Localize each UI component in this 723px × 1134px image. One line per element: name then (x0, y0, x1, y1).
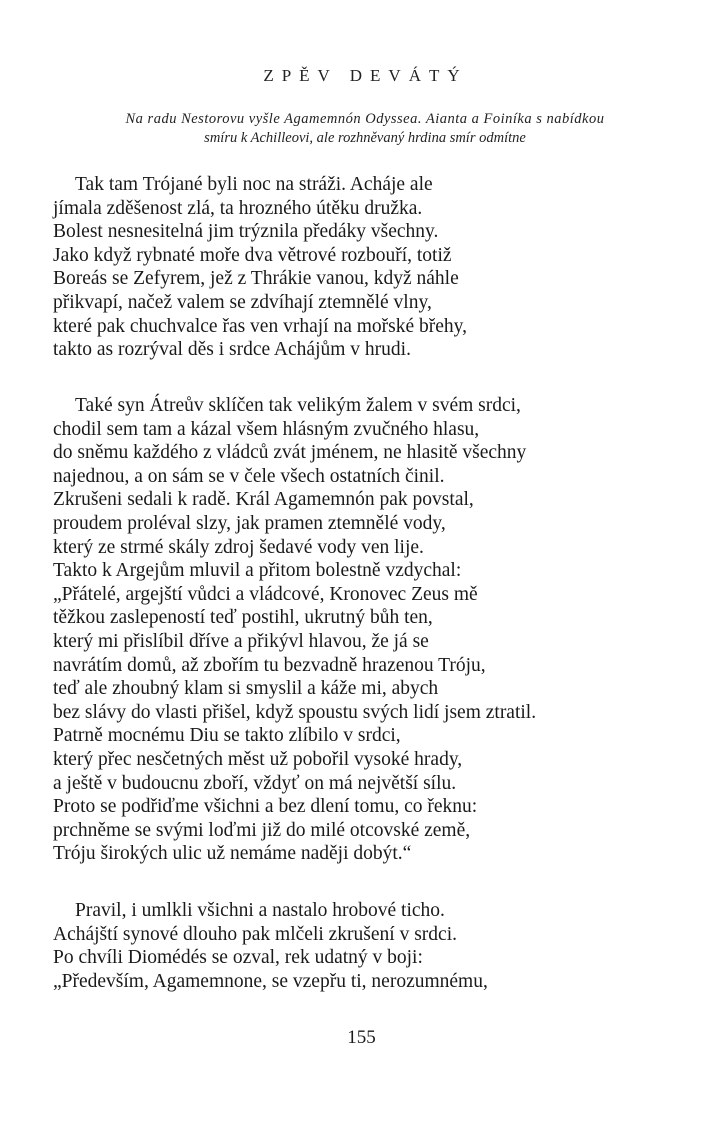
verse-line: který přec nesčetných měst už pobořil vysoké hrady, (53, 748, 463, 770)
argument-line: Na radu Nestorovu vyšle Agamemnón Odyssea. Aianta a Foiníka s nabídkou (125, 111, 605, 127)
verse-line: najednou, a on sám se v čele všech ostatních činil. (53, 465, 445, 487)
stanza-3 (53, 899, 713, 993)
verse-line: a ještě v budoucnu zboří, vždyť on má největší sílu. (53, 772, 457, 794)
page-number: 155 (347, 1027, 376, 1048)
verse-line: prchněme se svými loďmi již do milé otcovské země, (53, 819, 471, 841)
verse-line: Také syn Átreův sklíčen tak velikým žalem v svém srdci, (75, 395, 521, 416)
verse-line: takto as rozrýval děs i srdce Achájům v hrudi. (53, 339, 411, 361)
verse-line: Proto se podřiďme všichni a bez dlení tomu, co řeknu: (53, 796, 478, 818)
verse-line: Patrně mocnému Diu se takto zlíbilo v srdci, (53, 725, 401, 747)
verse-line: které pak chuchvalce řas ven vrhají na mořské břehy, (53, 315, 468, 337)
verse-line: Tróju širokých ulic už nemáme naději dobýt.“ (53, 843, 412, 865)
verse-line: který mi přislíbil dříve a přikývl hlavou, že já se (53, 630, 429, 652)
verse-line: chodil sem tam a kázal všem hlásným zvučného hlasu, (53, 418, 480, 440)
verse-line: „Především, Agamemnone, se vzepřu ti, nerozumnému, (53, 970, 488, 992)
stanza-2 (53, 394, 713, 866)
verse-line: navrátím domů, až zbořím tu bezvadně hrazenou Tróju, (53, 654, 486, 676)
verse-line: do sněmu každého z vládců zvát jménem, ne hlasitě všechny (53, 442, 527, 464)
verse-line: Pravil, i umlkli všichni a nastalo hrobové ticho. (75, 900, 445, 921)
verse-line: přikvapí, načež valem se zdvíhají ztemnělé vlny, (53, 291, 432, 313)
stanza-1 (53, 173, 713, 362)
verse-line: „Přátelé, argejští vůdci a vládcové, Kronovec Zeus mě (53, 583, 478, 605)
argument-line: smíru k Achilleovi, ale rozhněvaný hrdina smír odmítne (204, 130, 526, 146)
chapter-argument (30, 110, 700, 148)
verse-line: Tak tam Trójané byli noc na stráži. Acháje ale (75, 174, 433, 195)
verse-line: Takto k Argejům mluvil a přitom bolestně vzdychal: (53, 560, 462, 582)
verse-line: Achájští synové dlouho pak mlčeli zkrušení v srdci. (53, 923, 457, 945)
verse-line: Po chvíli Diomédés se ozval, rek udatný v boji: (53, 947, 423, 969)
verse-line: Jako když rybnaté moře dva větrové rozbouří, totiž (53, 244, 452, 266)
chapter-title: ZPĚV DEVÁTÝ (263, 66, 468, 85)
verse-line: teď ale zhoubný klam si smyslil a káže mi, abych (53, 678, 439, 700)
verse-line: jímala zděšenost zlá, ta hrozného útěku družka. (53, 197, 423, 219)
verse-line: Bolest nesnesitelná jim trýznila předáky všechny. (53, 221, 439, 243)
verse-line: bez slávy do vlasti přišel, když spoustu svých lidí jsem ztratil. (53, 701, 537, 723)
verse-line: proudem proléval slzy, jak pramen ztemnělé vody, (53, 512, 446, 534)
verse-line: Boreás se Zefyrem, jež z Thrákie vanou, když náhle (53, 268, 459, 290)
verse-line: Zkrušeni sedali k radě. Král Agamemnón pak povstal, (53, 489, 474, 511)
verse-line: který ze strmé skály zdroj šedavé vody ven lije. (53, 536, 424, 558)
verse-line: těžkou zaslepeností teď postihl, ukrutný bůh ten, (53, 607, 433, 629)
